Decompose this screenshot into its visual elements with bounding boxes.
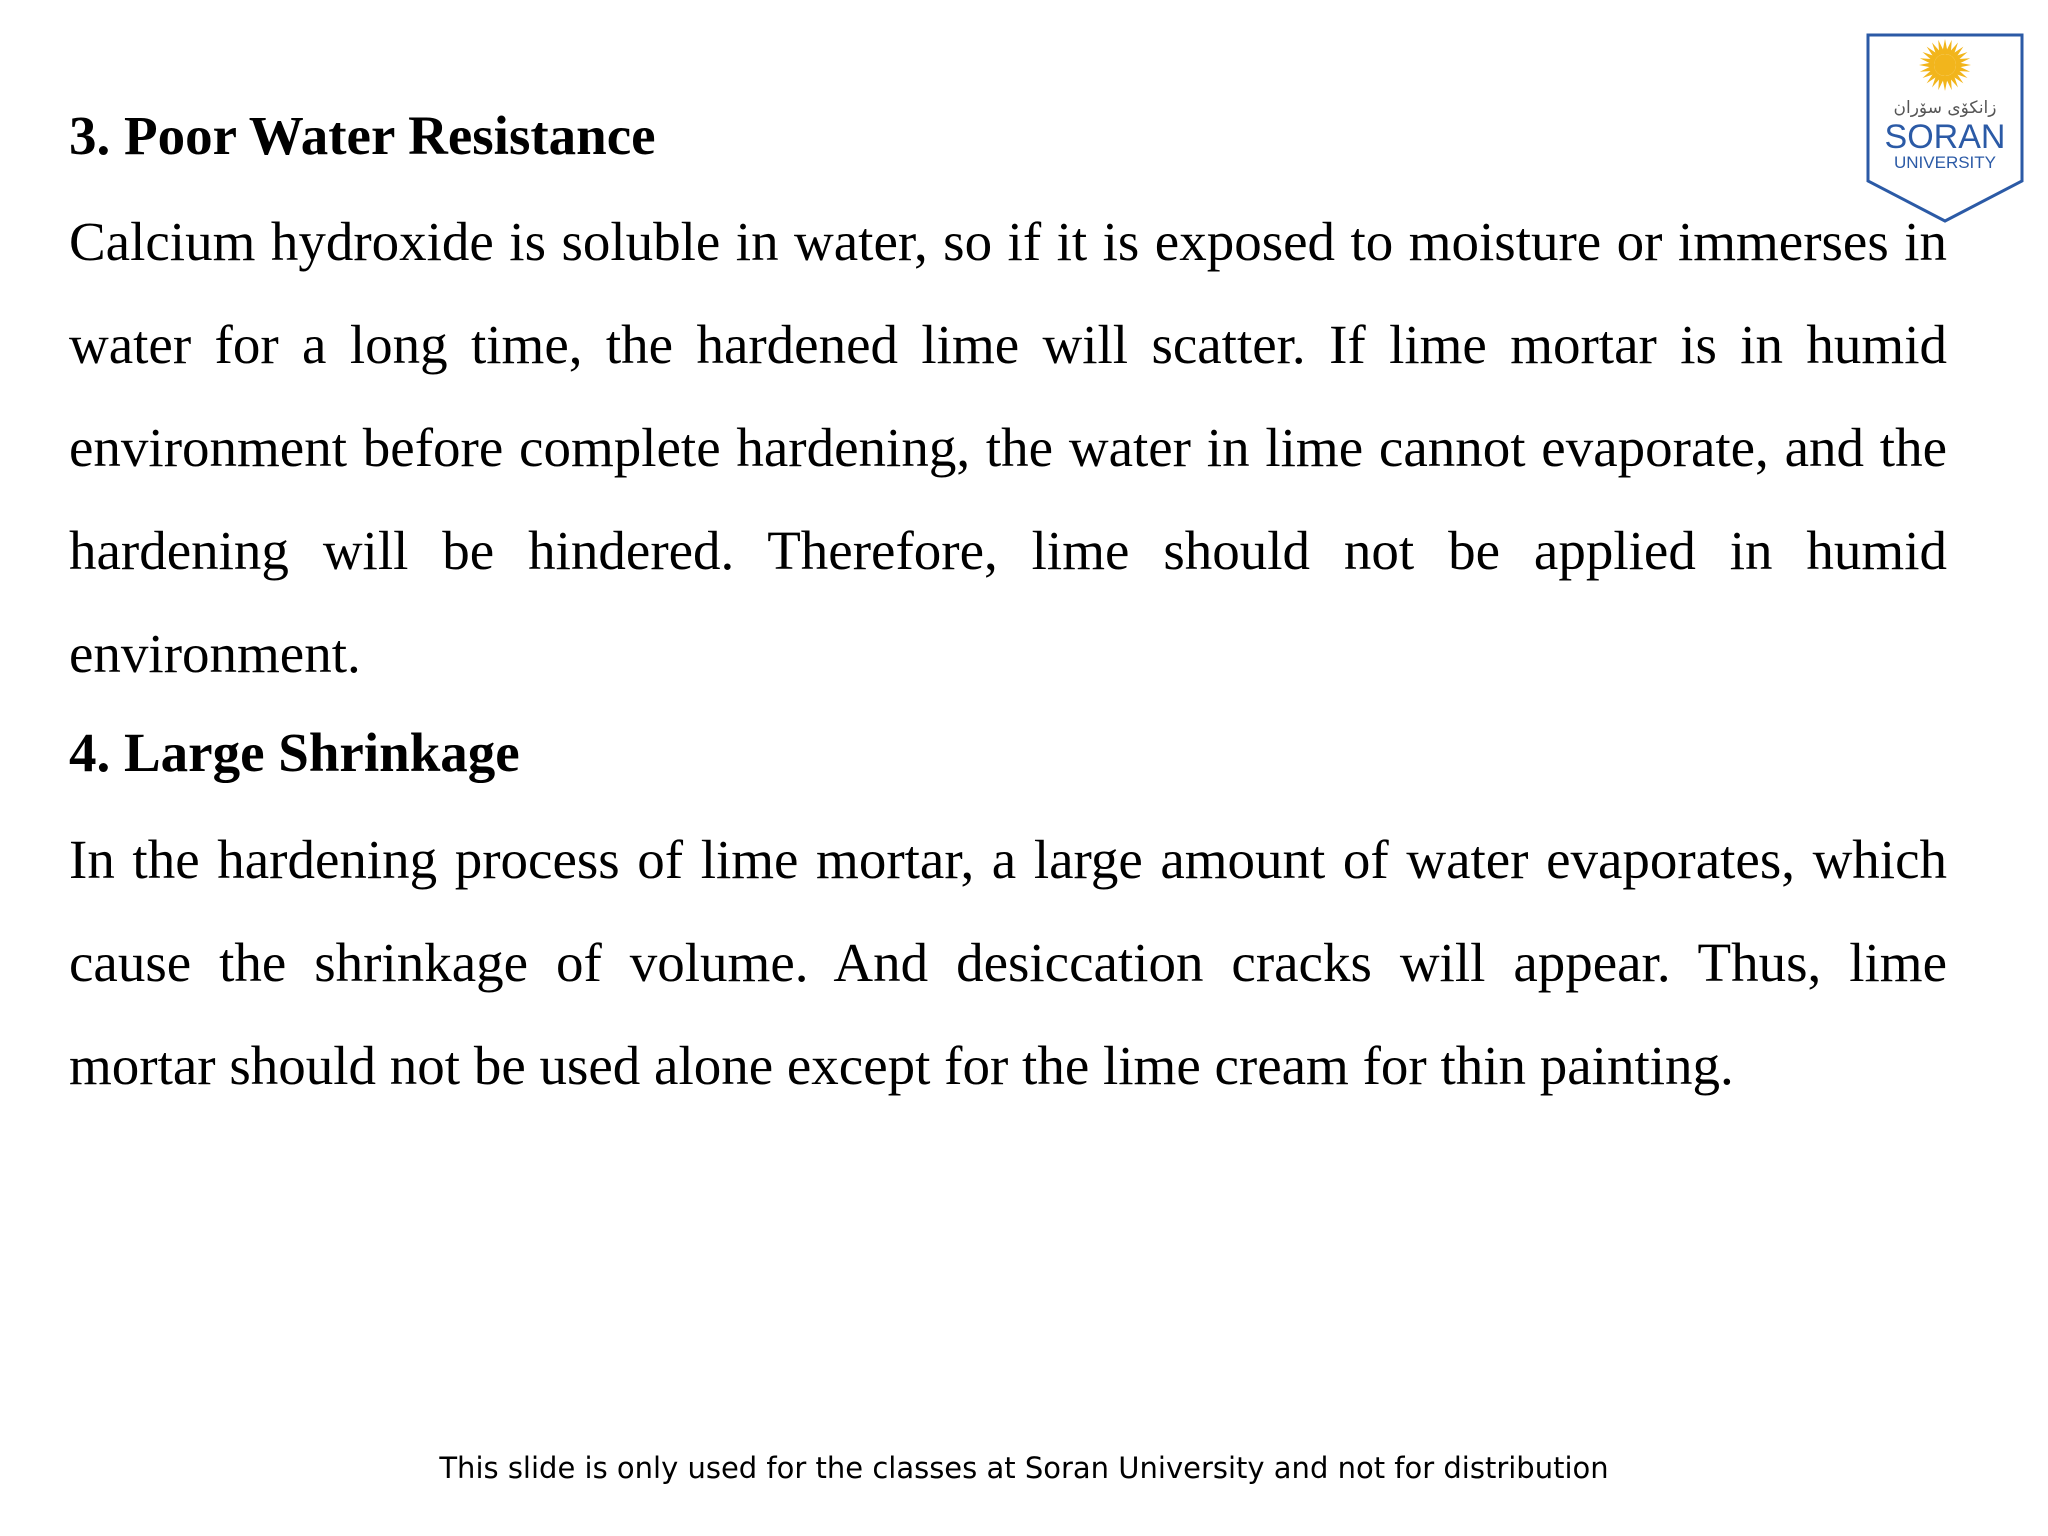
sun-icon [1919,39,1971,91]
section-heading: 4. Large Shrinkage [69,722,520,783]
logo-name-line1: SORAN [1884,118,2006,156]
section-paragraph: In the hardening process of lime mortar, a large amount of water evaporates, which cause the shrinkage of volume. And desiccation cracks will appear. Thus, lime mortar should not be used alone except for the lime cream for thin painting. [69,829,1947,1096]
logo-name-line2: UNIVERSITY [1893,153,1997,172]
section-paragraph: Calcium hydroxide is soluble in water, so if it is exposed to moisture or immerses in water for a long time, the hardened lime will scatter. If lime mortar is in humid environment before complete hardening, the water in lime cannot evaporate, and the hardening will be hindered. Therefore, lime should not be applied in humid environment. [69,211,1947,684]
footer-disclaimer: This slide is only used for the classes at Soran University and not for distribution [439,1451,1609,1485]
soran-university-logo [1864,31,2026,225]
logo-kurdish-name: زانکۆی سۆران [1893,98,1997,118]
section-heading: 3. Poor Water Resistance [69,105,656,166]
